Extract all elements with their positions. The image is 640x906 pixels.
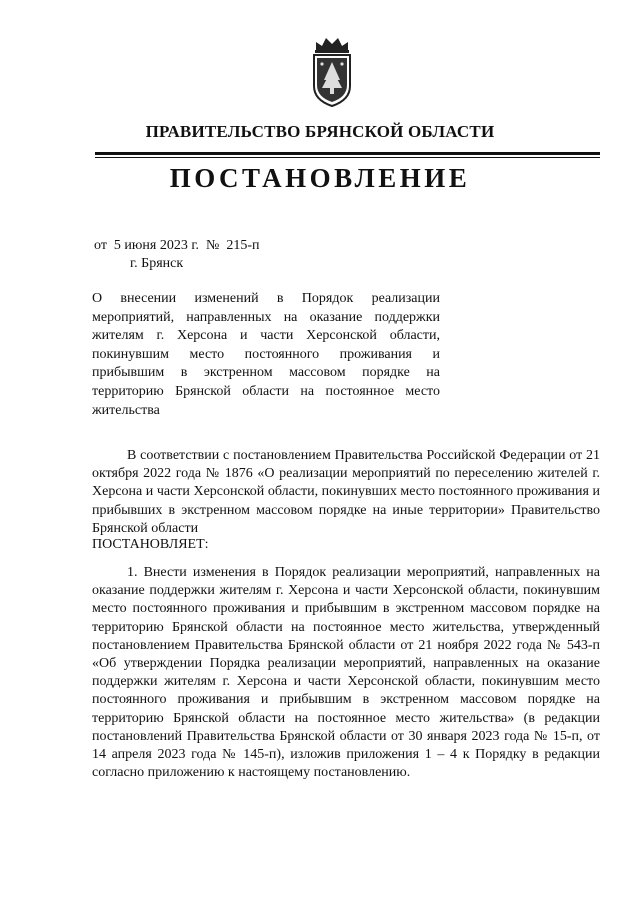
clause-1-paragraph: 1. Внести изменения в Порядок реализации мероприятий, направленных на оказание поддержки жителям г. Херсона и части Херсонской области, покинувшим место постоянного проживания и прибывшим в экстренном массовом порядке на территорию Брянской области на постоянное место жительства, утвержденный постановлением Правительства Брянской области от 21 ноября 2022 года № 543-п «Об утверждении Порядка реализации мероприятий, направленных на оказание поддержки жителям г. Херсона и части Херсонской области, покинувшим место постоянного проживания и прибывшим в экстренном массовом порядке на территорию Брянской области на постоянное место жительства» (в редакции постановлений Правительства Брянской области от 30 января 2023 года № 15-п, от 14 апреля 2023 года № 145-п), изложив приложения 1 – 4 к Порядку в редакции согласно приложению к настоящему постановлению. (92, 565, 600, 781)
decree-word: ПОСТАНОВЛЯЕТ: (92, 537, 209, 552)
document-city: г. Брянск (130, 256, 184, 271)
document-subject: О внесении изменений в Порядок реализации мероприятий, направленных на оказание поддержки жителям г. Херсона и части Херсонской области, покинувшим место постоянного проживания и прибывшим в экстренном массовом порядке на территорию Брянской области на постоянное место жительства (92, 291, 440, 418)
document-type-title: ПОСТАНОВЛЕНИЕ (169, 163, 471, 193)
header-divider-thin (95, 157, 600, 158)
document-date-number: от 5 июня 2023 г. № 215-п (94, 238, 260, 253)
header-divider-thick (95, 152, 600, 155)
bryansk-coat-of-arms-icon (310, 36, 354, 110)
government-name: ПРАВИТЕЛЬСТВО БРЯНСКОЙ ОБЛАСТИ (145, 122, 495, 141)
preamble-paragraph: В соответствии с постановлением Правительства Российской Федерации от 21 октября 2022 года № 1876 «О реализации мероприятий по переселению жителей г. Херсона и части Херсонской области, покинувших место постоянного проживания и прибывших в экстренном массовом порядке на иные территории» Правительство Брянской области (92, 448, 600, 536)
